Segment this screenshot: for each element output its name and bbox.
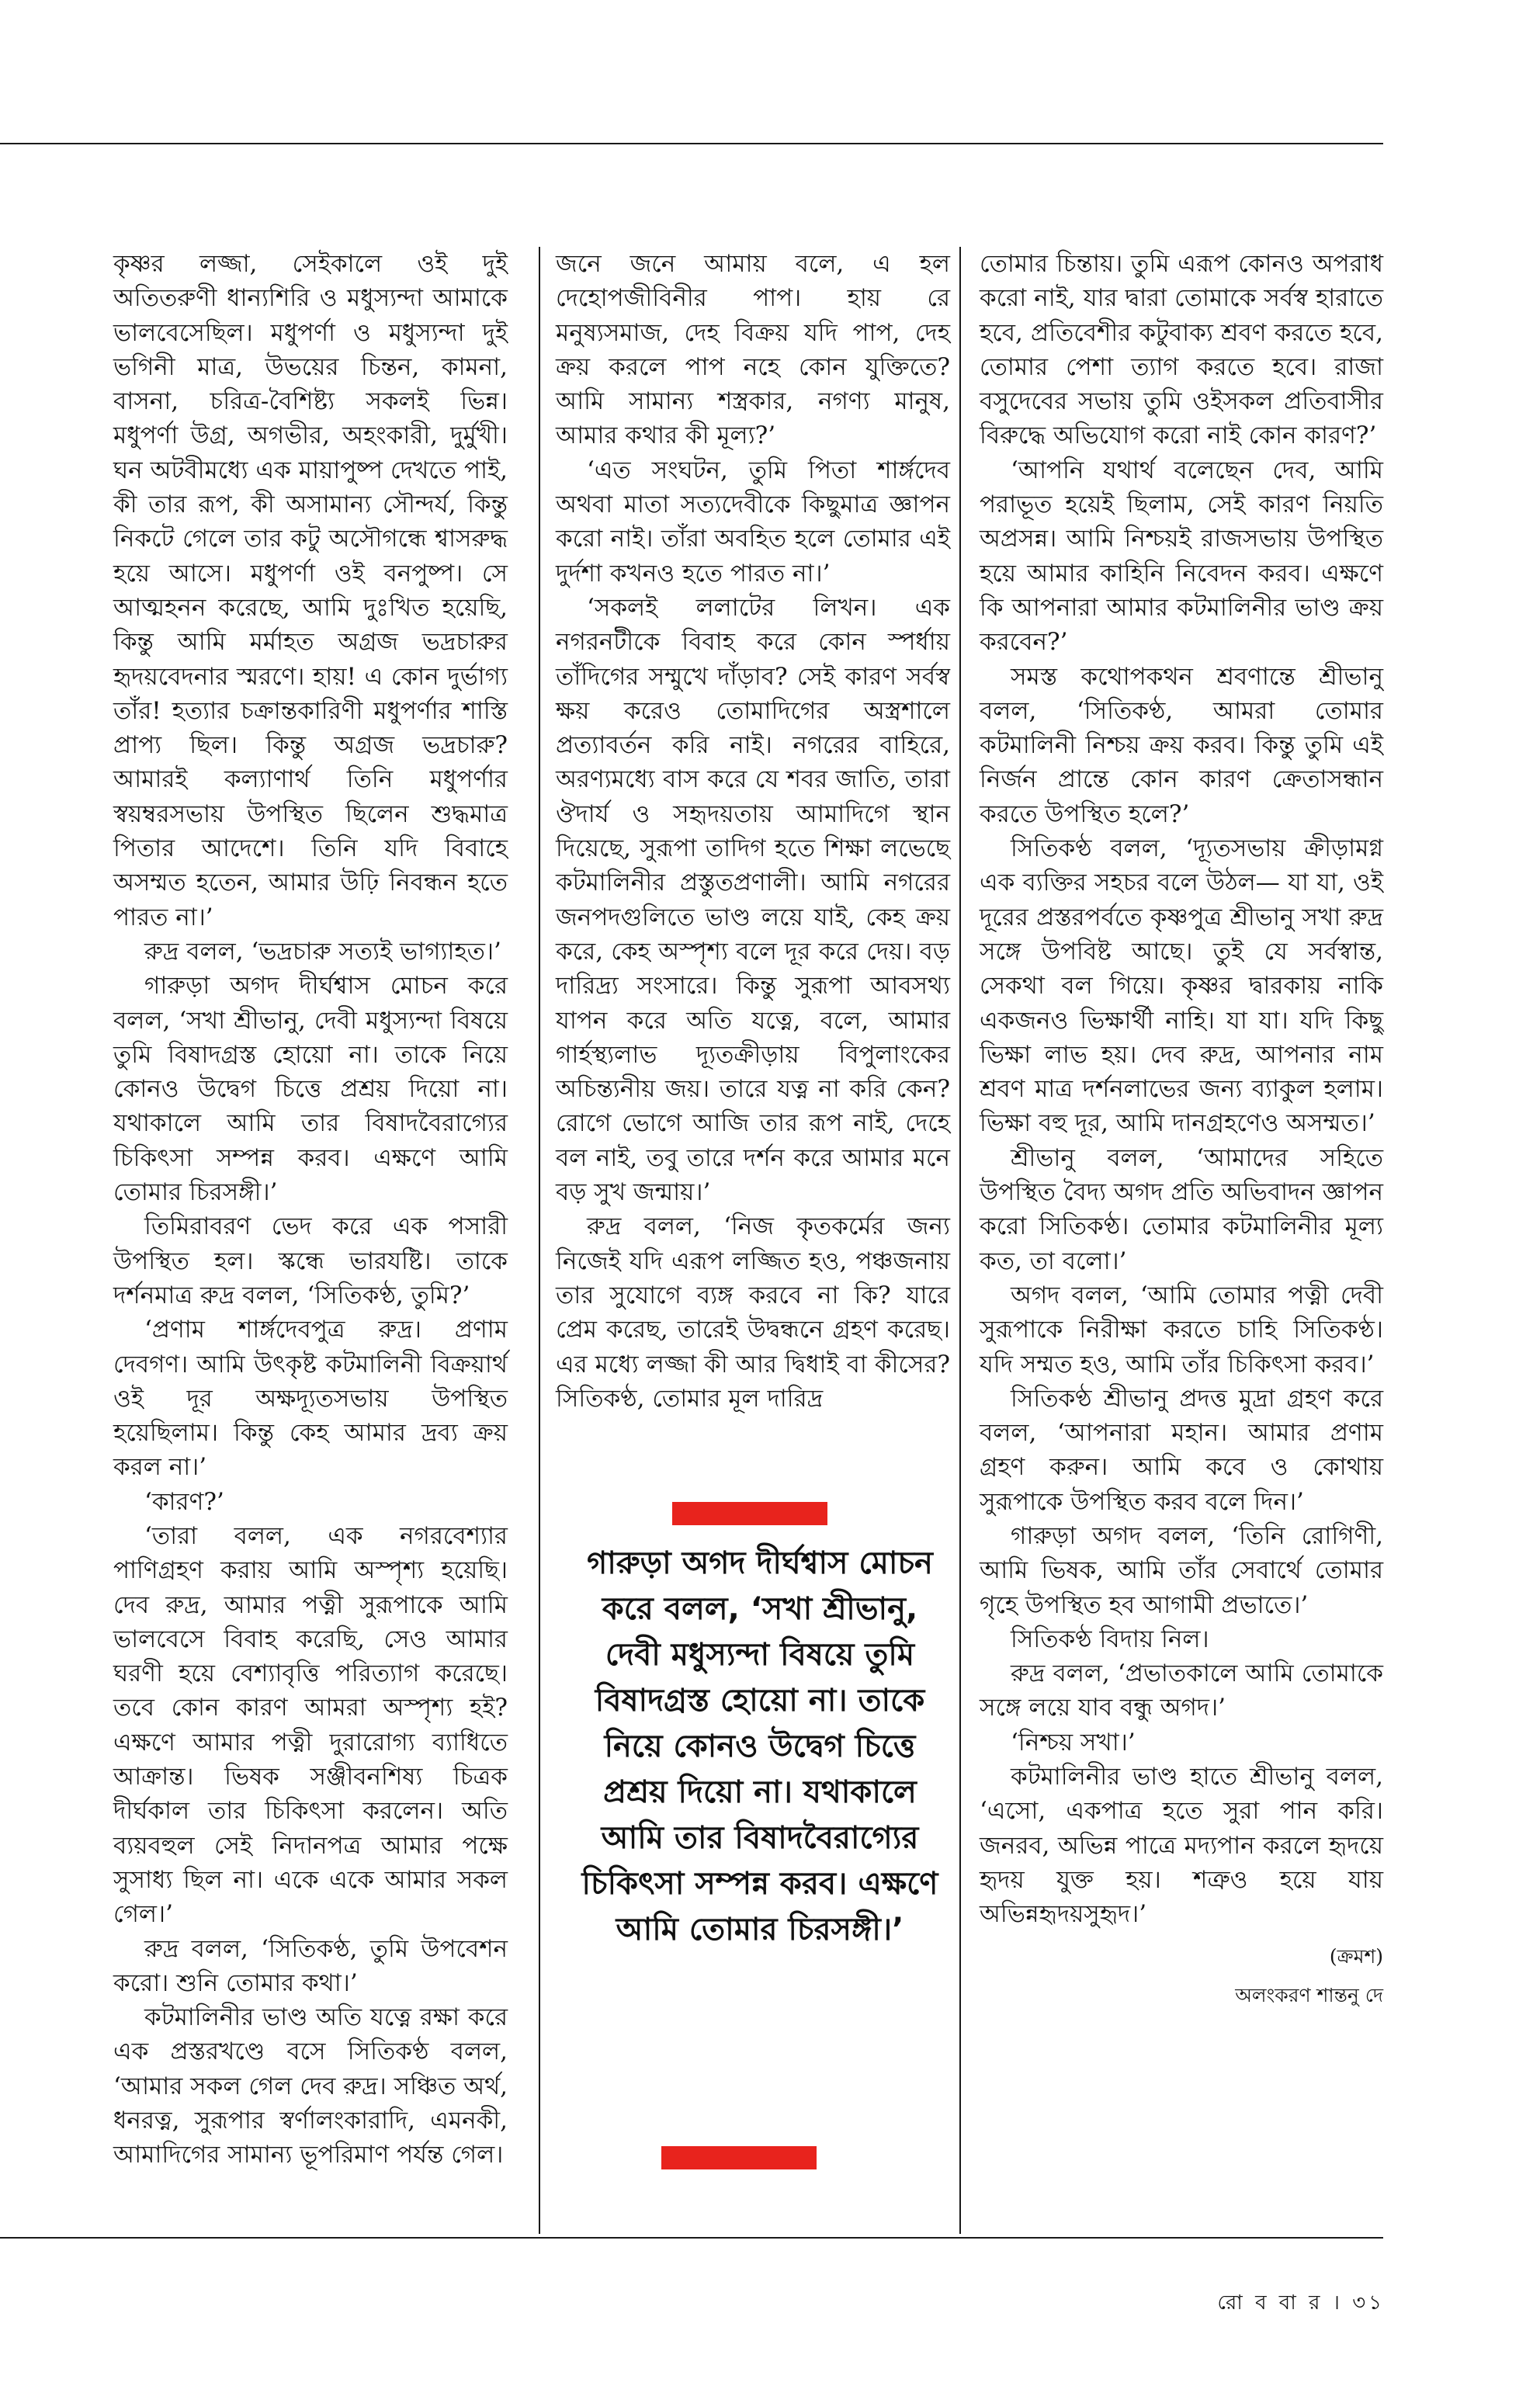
paragraph: রুদ্র বলল, ‘সিতিকণ্ঠ, তুমি উপবেশন করো। শুনি তোমার কথা।’ bbox=[113, 1934, 508, 1997]
paragraph: তোমার চিন্তায়। তুমি এরূপ কোনও অপরাধ করো নাই, যার দ্বারা তোমাকে সর্বস্ব হারাতে হবে, প্রতিবেশীর কটুবাক্য শ্রবণ করতে হবে, তোমার পেশা ত্যাগ করতে হবে। রাজা বসুদেবের সভায় তুমি ওইসকল প্রতিবাসীর বিরুদ্ধে অভিযোগ করো নাই কোন কারণ?’ bbox=[980, 250, 1383, 450]
paragraph: ‘এত সংঘটন, তুমি পিতা শার্ঙ্গদেব অথবা মাতা সত্যদেবীকে কিছুমাত্র জ্ঞাপন করো নাই। তাঁরা অবহিত হলে তোমার এই দুর্দশা কখনও হতে পারত না।’ bbox=[556, 456, 950, 588]
paragraph: সমস্ত কথোপকথন শ্রবণান্তে শ্রীভানু বলল, ‘সিতিকণ্ঠ, আমরা তোমার কটমালিনী নিশ্চয় ক্রয় করব। কিন্তু তুমি এই নির্জন প্রান্তে কোন কারণ ক্রেতাসন্ধান করতে উপস্থিত হলে?’ bbox=[980, 662, 1383, 828]
paragraph: সিতিকণ্ঠ বিদায় নিল। bbox=[1011, 1625, 1209, 1653]
article-column-2 bbox=[556, 247, 950, 1416]
paragraph: রুদ্র বলল, ‘ভদ্রচারু সত্যই ভাগ্যাহত।’ bbox=[144, 937, 501, 966]
paragraph: ‘প্রণাম শার্ঙ্গদেবপুত্র রুদ্র। প্রণাম দেবগণ। আমি উৎকৃষ্ট কটমালিনী বিক্রয়ার্থ ওই দূর অক্ষদ্যূতসভায় উপস্থিত হয়েছিলাম। কিন্তু কেহ আমার দ্রব্য ক্রয় করল না।’ bbox=[113, 1316, 508, 1482]
red-accent-bar-bottom bbox=[661, 2146, 817, 2169]
continued-label: (ক্রমশ) bbox=[1329, 1944, 1383, 1968]
paragraph: ‘নিশ্চয় সখা।’ bbox=[1011, 1728, 1136, 1757]
paragraph: ‘আপনি যথার্থ বলেছেন দেব, আমি পরাভূত হয়েই ছিলাম, সেই কারণ নিয়তি অপ্রসন্ন। আমি নিশ্চয়ই রাজসভায় উপস্থিত হয়ে আমার কাহিনি নিবেদন করব। এক্ষণে কি আপনারা আমার কটমালিনীর ভাণ্ড ক্রয় করবেন?’ bbox=[980, 456, 1383, 657]
bottom-rule bbox=[0, 2237, 1383, 2239]
paragraph: অগদ বলল, ‘আমি তোমার পত্নী দেবী সুরূপাকে নিরীক্ষা করতে চাহি সিতিকণ্ঠ। যদি সম্মত হও, আমি তাঁর চিকিৎসা করব।’ bbox=[980, 1281, 1383, 1379]
article-column-3 bbox=[980, 247, 1383, 2013]
paragraph: ‘তারা বলল, এক নগরবেশ্যার পাণিগ্রহণ করায় আমি অস্পৃশ্য হয়েছি। দেব রুদ্র, আমার পত্নী সুরূপাকে আমি ভালবেসে বিবাহ করেছি, সেও আমার ঘরণী হয়ে বেশ্যাবৃত্তি পরিত্যাগ করেছে। তবে কোন কারণ আমরা অস্পৃশ্য হই? এক্ষণে আমার পত্নী দুরারোগ্য ব্যাধিতে আক্রান্ত। ভিষক সঞ্জীবনশিষ্য চিত্রক দীর্ঘকাল তার চিকিৎসা করলেন। অতি ব্যয়বহুল সেই নিদানপত্র আমার পক্ষে সুসাধ্য ছিল না। একে একে আমার সকল গেল।’ bbox=[113, 1521, 508, 1929]
paragraph: কৃষ্ণর লজ্জা, সেইকালে ওই দুই অতিতরুণী ধান্যশিরি ও মধুস্যন্দা আমাকে ভালবেসেছিল। মধুপর্ণা ও মধুস্যন্দা দুই ভগিনী মাত্র, উভয়ের চিন্তন, কামনা, বাসনা, চরিত্র-বৈশিষ্ট্য সকলই ভিন্ন। মধুপর্ণা উগ্র, অগভীর, অহংকারী, দুর্মুখী। ঘন অটবীমধ্যে এক মায়াপুষ্প দেখতে পাই, কী তার রূপ, কী অসামান্য সৌন্দর্য, কিন্তু নিকটে গেলে তার কটু অসৌগন্ধে শ্বাসরুদ্ধ হয়ে আসে। মধুপর্ণা ওই বনপুষ্প। সে আত্মহনন করেছে, আমি দুঃখিত হয়েছি, কিন্তু আমি মর্মাহত অগ্রজ ভদ্রচারুর হৃদয়বেদনার স্মরণে। হায়! এ কোন দুর্ভাগ্য তাঁর! হত্যার চক্রান্তকারিণী মধুপর্ণার শাস্তি প্রাপ্য ছিল। কিন্তু অগ্রজ ভদ্রচারু? আমারই কল্যাণার্থ তিনি মধুপর্ণার স্বয়ম্বরসভায় উপস্থিত ছিলেন শুদ্ধমাত্র পিতার আদেশে। তিনি যদি বিবাহে অসম্মত হতেন, আমার উঢ়ি নিবন্ধন হতে পারত না।’ bbox=[113, 250, 508, 931]
paragraph: গারুড়া অগদ বলল, ‘তিনি রোগিণী, আমি ভিষক, আমি তাঁর সেবার্থে তোমার গৃহে উপস্থিত হব আগামী প্রভাতে।’ bbox=[980, 1521, 1383, 1619]
column-divider-2 bbox=[959, 247, 961, 2234]
paragraph: ‘সকলই ললাটের লিখন। এক নগরনটীকে বিবাহ করে কোন স্পর্ধায় তাঁদিগের সম্মুখে দাঁড়াব? সেই কারণ সর্বস্ব ক্ষয় করেও তোমাদিগের অস্ত্রশালে প্রত্যাবর্তন করি নাই। নগরের বাহিরে, অরণ্যমধ্যে বাস করে যে শবর জাতি, তারা ঔদার্য ও সহৃদয়তায় আমাদিগে স্থান দিয়েছে, সুরূপা তাদিগ হতে শিক্ষা লভেছে কটমালিনীর প্রস্তুতপ্রণালী। আমি নগরের জনপদগুলিতে ভাণ্ড লয়ে যাই, কেহ ক্রয় করে, কেহ অস্পৃশ্য বলে দূর করে দেয়। বড় দারিদ্র্য সংসারে। কিন্তু সুরূপা আবসথ্য যাপন করে অতি যত্নে, বলে, আমার গার্হস্থ্যলাভ দ্যূতক্রীড়ায় বিপুলাংকের অচিন্ত্যনীয় জয়। তারে যত্ন না করি কেন? রোগে ভোগে আজি তার রূপ নাই, দেহে বল নাই, তবু তারে দর্শন করে আমার মনে বড় সুখ জন্মায়।’ bbox=[556, 593, 950, 1207]
paragraph: তিমিরাবরণ ভেদ করে এক পসারী উপস্থিত হল। স্কন্ধে ভারযষ্টি। তাকে দর্শনমাত্র রুদ্র বলল, ‘সিতিকণ্ঠ, তুমি?’ bbox=[113, 1212, 508, 1309]
paragraph: শ্রীভানু বলল, ‘আমাদের সহিতে উপস্থিত বৈদ্য অগদ প্রতি অভিবাদন জ্ঞাপন করো সিতিকণ্ঠ। তোমার কটমালিনীর মূল্য কত, তা বলো।’ bbox=[980, 1143, 1383, 1275]
top-rule bbox=[0, 143, 1383, 144]
paragraph: জনে জনে আমায় বলে, এ হল দেহোপজীবিনীর পাপ। হায় রে মনুষ্যসমাজ, দেহ বিক্রয় যদি পাপ, দেহ ক্রয় করলে পাপ নহে কোন যুক্তিতে? আমি সামান্য শস্ত্রকার, নগণ্য মানুষ, আমার কথার কী মূল্য?’ bbox=[556, 250, 950, 450]
article-column-1 bbox=[113, 247, 508, 2173]
paragraph: রুদ্র বলল, ‘নিজ কৃতকর্মের জন্য নিজেই যদি এরূপ লজ্জিত হও, পঞ্চজনায় তার সুযোগে ব্যঙ্গ করবে না কি? যারে প্রেম করেছ, তারেই উদ্বন্ধনে গ্রহণ করেছ। এর মধ্যে লজ্জা কী আর দ্বিধাই বা কীসের? সিতিকণ্ঠ, তোমার মূল দারিদ্র bbox=[556, 1212, 950, 1413]
column-divider-1 bbox=[539, 247, 540, 2234]
paragraph: রুদ্র বলল, ‘প্রভাতকালে আমি তোমাকে সঙ্গে লয়ে যাব বন্ধু অগদ।’ bbox=[980, 1659, 1383, 1722]
page-footer: রো ব বা র । ৩১ bbox=[1217, 2291, 1385, 2315]
paragraph: ‘কারণ?’ bbox=[144, 1487, 224, 1516]
paragraph: সিতিকণ্ঠ বলল, ‘দ্যূতসভায় ক্রীড়ামগ্ন এক ব্যক্তির সহচর বলে উঠল— যা যা, ওই দূরের প্রস্তরপর্বতে কৃষ্ণপুত্র শ্রীভানু সখা রুদ্র সঙ্গে উপবিষ্ট আছে। তুই যে সর্বস্বান্ত, সেকথা বল গিয়ে। কৃষ্ণর দ্বারকায় নাকি একজনও ভিক্ষার্থী নাহি। যা যা। যদি কিছু ভিক্ষা লাভ হয়। দেব রুদ্র, আপনার নাম শ্রবণ মাত্র দর্শনলাভের জন্য ব্যাকুল হলাম। ভিক্ষা বহু দূর, আমি দানগ্রহণেও অসম্মত।’ bbox=[980, 834, 1383, 1138]
paragraph: কটমালিনীর ভাণ্ড অতি যত্নে রক্ষা করে এক প্রস্তরখণ্ডে বসে সিতিকণ্ঠ বলল, ‘আমার সকল গেল দেব রুদ্র। সঞ্চিত অর্থ, ধনরত্ন, সুরূপার স্বর্ণালংকারাদি, এমনকী, আমাদিগের সামান্য ভূপরিমাণ পর্যন্ত গেল। bbox=[113, 2003, 508, 2169]
paragraph: সিতিকণ্ঠ শ্রীভানু প্রদত্ত মুদ্রা গ্রহণ করে বলল, ‘আপনারা মহান। আমার প্রণাম গ্রহণ করুন। আমি কবে ও কোথায় সুরূপাকে উপস্থিত করব বলে দিন।’ bbox=[980, 1384, 1383, 1516]
paragraph: কটমালিনীর ভাণ্ড হাতে শ্রীভানু বলল, ‘এসো, একপাত্র হতে সুরা পান করি। জনরব, অভিন্ন পাত্রে মদ্যপান করলে হৃদয়ে হৃদয় যুক্ত হয়। শত্রুও হয়ে যায় অভিন্নহৃদয়সুহৃদ।’ bbox=[980, 1763, 1383, 1929]
pull-quote: গারুড়া অগদ দীর্ঘশ্বাস মোচন করে বলল, ‘সখা শ্রীভানু, দেবী মধুস্যন্দা বিষয়ে তুমি বিষাদগ্রস্ত হোয়ো না। তাকে নিয়ে কোনও উদ্বেগ চিত্তে প্রশ্রয় দিয়ো না। যথাকালে আমি তার বিষাদবৈরাগ্যের চিকিৎসা সম্পন্ন করব। এক্ষণে আমি তোমার চিরসঙ্গী।’ bbox=[581, 1545, 938, 1947]
red-accent-bar-top bbox=[672, 1502, 827, 1525]
paragraph: গারুড়া অগদ দীর্ঘশ্বাস মোচন করে বলল, ‘সখা শ্রীভানু, দেবী মধুস্যন্দা বিষয়ে তুমি বিষাদগ্রস্ত হোয়ো না। তাকে নিয়ে কোনও উদ্বেগ চিত্তে প্রশ্রয় দিয়ো না। যথাকালে আমি তার বিষাদবৈরাগ্যের চিকিৎসা সম্পন্ন করব। এক্ষণে আমি তোমার চিরসঙ্গী।’ bbox=[113, 972, 508, 1207]
pull-quote-box bbox=[573, 1502, 947, 2247]
illustration-credit: অলংকরণ শান্তনু দে bbox=[1235, 1983, 1383, 2006]
